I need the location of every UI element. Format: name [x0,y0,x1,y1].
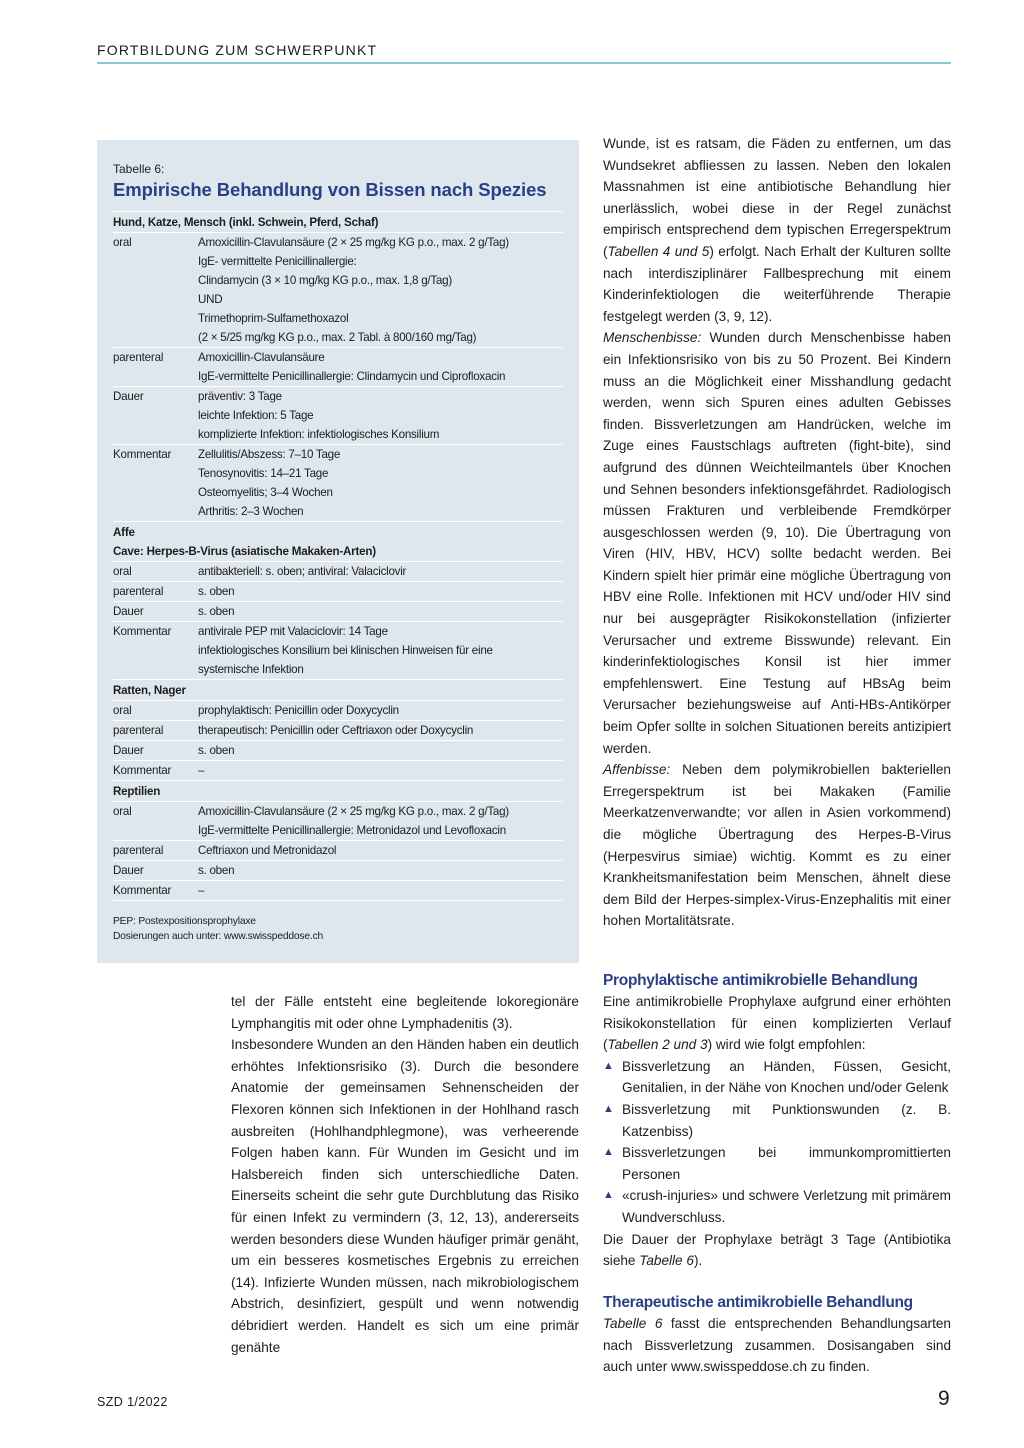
paragraph-lead: Affenbisse: [603,762,671,778]
table-cell-line: – [198,884,205,897]
table-row-values [198,802,563,840]
paragraph [603,1313,951,1378]
list-item-text: «crush-injuries» und schwere Verletzung mit primärem Wundverschluss. [622,1188,951,1225]
running-head: FORTBILDUNG ZUM SCHWERPUNKT [97,42,378,58]
header-rule [97,62,951,64]
text: fasst die entsprechenden Behandlungsarten nach Bissverletzung zusammen. Dosisangaben sind auch unter www.swisspeddose.ch zu finden. [603,1316,951,1375]
table-cell-line: Amoxicillin-Clavulansäure (2 × 25 mg/kg KG p.o., max. 2 g/Tag) [198,805,509,818]
table-reference: Tabelle 6 [639,1253,694,1269]
text: ) erfolgt. Nach Erhalt der Kulturen sollte nach interdisziplinärer Fallbesprechung mit einem Kinderinfektiologen die weiterführende Therapie festgelegt werden (3, 9, 12). [603,243,951,324]
table-title: Empirische Behandlung von Bissen nach Spezies [113,179,547,200]
table-cell-line: IgE-vermittelte Penicillinallergie: Metronidazol und Levofloxacin [198,824,506,837]
list-item-text: Bissverletzungen bei immunkompromittierten Personen [622,1145,951,1182]
table-row-values [198,387,563,444]
table-cell-line: UND [198,293,223,306]
table-row-key: oral [113,236,132,249]
paragraph [603,1229,951,1272]
table-cell-line: Clindamycin (3 × 10 mg/kg KG p.o., max. 1,8 g/Tag) [198,274,452,287]
table-row-key: Kommentar [113,625,172,638]
table-row [113,880,563,901]
table-row [113,740,563,760]
table-section-header: Cave: Herpes-B-Virus (asiatische Makaken-Arten) [113,545,376,558]
table-row [113,700,563,720]
table-row-values [198,233,563,347]
table-row-values [198,841,563,860]
table-row-key: parenteral [113,585,164,598]
paragraph-lead: Menschenbisse: [603,330,702,346]
table-row-key: Kommentar [113,764,172,777]
table-cell-line: (2 × 5/25 mg/kg KG p.o., max. 2 Tabl. à 800/160 mg/Tag) [198,331,477,344]
triangle-bullet-icon: ▲ [603,1146,614,1159]
table-footnote: Dosierungen auch unter: www.swisspeddose.ch [113,931,324,942]
table-cell-line: Trimethoprim-Sulfamethoxazol [198,312,349,325]
table-cell-line: s. oben [198,864,235,877]
table-row-key: Kommentar [113,448,172,461]
table-row-key: Dauer [113,390,144,403]
table-row [113,444,563,521]
bullet-list [603,1056,951,1229]
text: Neben dem polymikrobiellen bakteriellen Erregerspektrum ist bei Makaken (Familie Meerkatzenverwandte; vor allen in Asien vorkommend) die mögliche Übertragung des Herpes-B-Virus (Herpesvirus simiae) wichtig. Kommt es zu einer Krankheitsmanifestation beim Menschen, ähnelt diese dem Bild der Herpes-simplex-Virus-Enzephalitis mit einer hohen Mortalitätsrate. [603,762,951,929]
table-row-values [198,701,563,720]
triangle-bullet-icon: ▲ [603,1189,614,1202]
table-row-values [198,348,563,386]
text: ). [693,1253,703,1269]
table-cell-line: antivirale PEP mit Valaciclovir: 14 Tage [198,625,388,638]
table-row-values [198,721,563,740]
section-therapy [603,1293,951,1378]
table-row-key: oral [113,805,132,818]
table-kicker: Tabelle 6: [113,162,165,176]
list-item [603,1099,951,1142]
paragraph [603,133,951,327]
table-cell-line: Arthritis: 2–3 Wochen [198,505,304,518]
section-prophylaxis [603,971,951,1272]
paragraph: Insbesondere Wunden an den Händen haben ein deutlich erhöhtes Infektionsrisiko (3). Durch die besondere Anatomie der gemeinsamen Sehnenscheiden der Flexoren können sich Infektionen in der Hohlhand rasch ausbreiten (Hohlhandphlegmone), was verheerende Folgen haben kann. Für Wunden im Gesicht und im Halsbereich finden sich unterschiedliche Daten. Einerseits scheint die sehr gute Durchblutung das Risiko für einen Infekt zu vermindern (3, 12, 13), andererseits werden besonders diese Wunden häufiger primär genäht, um ein besseres kosmetisches Ergebnis zu erreichen (14). Infizierte Wunden müssen, nach mikrobiologischem Abstrich, desinfiziert, gespült und wenn notwendig débridiert werden. Handelt es sich um eine primär genähte [231,1037,579,1355]
table-row-values [198,562,563,581]
table-cell-line: präventiv: 3 Tage [198,390,282,403]
paragraph [603,327,951,759]
table-row-key: Dauer [113,605,144,618]
table-cell-line: s. oben [198,605,235,618]
table-row-values [198,741,563,760]
text: ) wird wie folgt empfohlen: [707,1037,866,1053]
table-row [113,232,563,347]
table-body [113,211,563,901]
table-cell-line: prophylaktisch: Penicillin oder Doxycyclin [198,704,399,717]
text: Die Dauer der Prophylaxe beträgt 3 Tage (Antibiotika siehe [603,1231,951,1269]
table-reference: Tabellen 2 und 3 [607,1037,708,1053]
table-row-values [198,761,563,780]
list-item [603,1185,951,1228]
table-row [113,760,563,780]
table-row-values [198,445,563,521]
table-row-key: Dauer [113,744,144,757]
triangle-bullet-icon: ▲ [603,1059,614,1072]
section-heading: Therapeutische antimikrobielle Behandlung [603,1294,913,1311]
table-row [113,720,563,740]
page-number: 9 [938,1387,950,1410]
table-cell-line: Osteomyelitis; 3–4 Wochen [198,486,333,499]
table-row-values [198,622,563,679]
table-cell-line: – [198,764,205,777]
table-footnotes [113,914,563,944]
table-row [113,801,563,840]
text: Eine antimikrobielle Prophylaxe aufgrund einer erhöhten Risikokonstellation für einen komplizierten Verlauf ( [603,994,951,1053]
table-cell-line: IgE-vermittelte Penicillinallergie: Clindamycin und Ciprofloxacin [198,370,506,383]
text: Wunde, ist es ratsam, die Fäden zu entfernen, um das Wundsekret abfliessen zu lassen. Neben den lokalen Massnahmen ist eine antibiotische Behandlung hier unerlässlich, wobei diese in der Regel zunächst empirisch entsprechend dem typischen Erregerspektrum ( [603,136,951,259]
table-row [113,386,563,444]
list-item [603,1056,951,1099]
table-section-header: Hund, Katze, Mensch (inkl. Schwein, Pferd, Schaf) [113,211,563,232]
table-cell-line: Ceftriaxon und Metronidazol [198,844,337,857]
body-column-left [231,991,579,1358]
table-row-key: parenteral [113,724,164,737]
table-row-values [198,861,563,880]
table-row [113,840,563,860]
paragraph: tel der Fälle entsteht eine begleitende lokoregionäre Lymphangitis mit oder ohne Lymphadenitis (3). [231,994,579,1031]
table-reference: Tabelle 6 [603,1316,663,1331]
table-cell-line: infektiologisches Konsilium bei klinischen Hinweisen für eine [198,644,493,657]
table-row-key: parenteral [113,351,164,364]
table-row-values [198,602,563,621]
table-section-header: Reptilien [113,780,563,801]
table-cell-line: IgE- vermittelte Penicillinallergie: [198,255,357,268]
table-reference: Tabellen 4 und 5 [607,243,710,259]
table-cell-line: antibakteriell: s. oben; antiviral: Valaciclovir [198,565,407,578]
table-row [113,347,563,386]
table-row [113,601,563,621]
table-row [113,860,563,880]
table-cell-line: s. oben [198,744,235,757]
table-row [113,581,563,601]
table-row-key: parenteral [113,844,164,857]
paragraph [603,759,951,932]
footer-issue: SZD 1/2022 [97,1395,168,1409]
body-column-right [603,133,951,932]
table-cell-line: Zellulitis/Abszess: 7–10 Tage [198,448,341,461]
triangle-bullet-icon: ▲ [603,1102,614,1115]
table-section-header: Ratten, Nager [113,679,563,700]
table-cell-line: komplizierte Infektion: infektiologisches Konsilium [198,428,440,441]
table-row-key: Dauer [113,864,144,877]
list-item [603,1142,951,1185]
table-cell-line: therapeutisch: Penicillin oder Ceftriaxon oder Doxycyclin [198,724,474,737]
table-cell-line: Amoxicillin-Clavulansäure (2 × 25 mg/kg KG p.o., max. 2 g/Tag) [198,236,509,249]
section-heading: Prophylaktische antimikrobielle Behandlung [603,972,918,989]
list-item-text: Bissverletzung an Händen, Füssen, Gesicht, Genitalien, in der Nähe von Knochen und/oder Gelenk [622,1058,951,1096]
table-row-key: Kommentar [113,884,172,897]
table-section-header: Affe [113,521,563,542]
paragraph [603,991,951,1056]
table-cell-line: systemische Infektion [198,663,304,676]
table-6 [97,140,579,963]
table-cell-line: Amoxicillin-Clavulansäure [198,351,325,364]
text: Wunden durch Menschenbisse haben ein Infektionsrisiko von bis zu 50 Prozent. Bei Kindern muss an die Möglichkeit einer Misshandlung gedacht werden, wenn sich Spuren eines adulten Gebisses finden. Bissverletzungen am Handrücken, welche im Zuge eines Faustschlags auftreten (fight-bite), sind aufgrund des dünnen Weichteilmantels über Knochen und Sehnen besonders infektionsgefährdet. Radiologisch müssen Frakturen und verbleibende Fremdkörper ausgeschlossen werden (9, 10). Die Übertragung von Viren (HIV, HBV, HCV) sollte bedacht werden. Bei Kindern spielt hier primär eine mögliche Übertragung von HBV eine Rolle. Infektionen mit HCV und/oder HIV sind nur bei ausgeprägter Risikokonstellation (infizierter Verursacher und extreme Bisswunde) relevant. Ein kinderinfektiologisches Konsil ist hier immer empfehlenswert. Eine Testung auf HBsAg beim Verursacher beziehungsweise auf Anti-HBs-Antikörper beim Opfer sollte in solchen Situationen bereits antizipiert werden. [603,330,951,756]
table-row [113,621,563,679]
table-cell-line: s. oben [198,585,235,598]
table-cell-line: leichte Infektion: 5 Tage [198,409,314,422]
table-row-values [198,582,563,601]
table-row-key: oral [113,565,132,578]
list-item-text: Bissverletzung mit Punktionswunden (z. B. Katzenbiss) [622,1101,951,1139]
table-row [113,561,563,581]
table-cell-line: Tenosynovitis: 14–21 Tage [198,467,329,480]
table-row-key: oral [113,704,132,717]
table-footnote: PEP: Postexpositionsprophylaxe [113,916,256,927]
table-row-values [198,881,563,900]
